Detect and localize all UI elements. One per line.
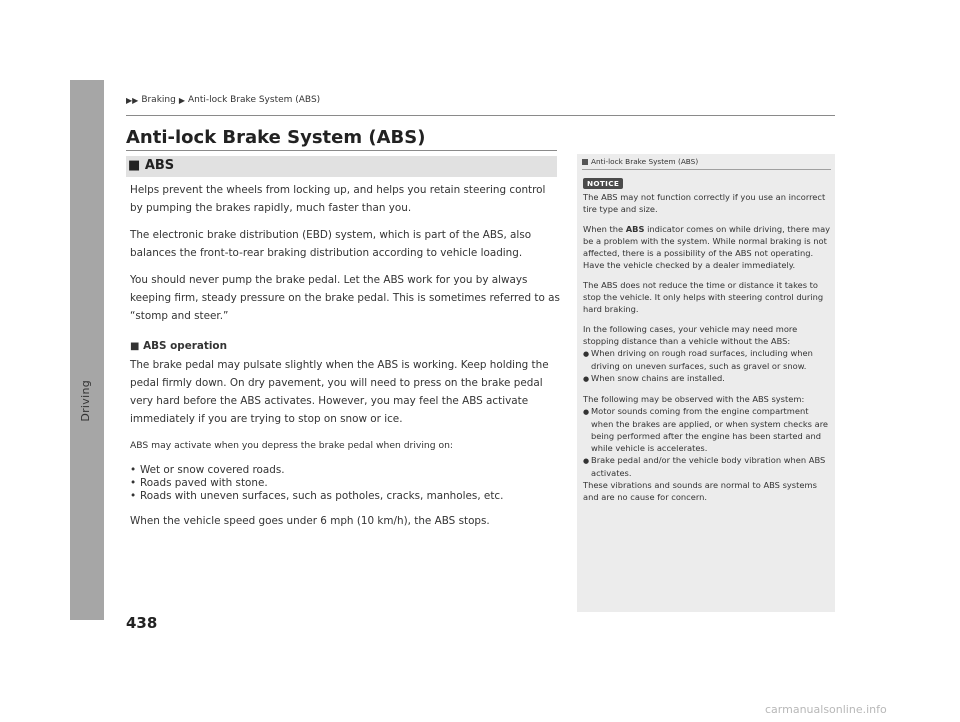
sidebar-paragraph: The ABS does not reduce the time or distance it takes to stop the vehicle. It only helps with steering control during hard braking. xyxy=(583,280,824,314)
sidebar-text: When the xyxy=(583,224,626,234)
paragraph: The brake pedal may pulsate slightly when the ABS is working. Keep holding the pedal firmly down. On dry pavement, you will need to press on the brake pedal very hard before the ABS activates. However, you may feel the ABS activate immediately if you are trying to stop on snow or ice. xyxy=(130,359,549,425)
square-bullet-icon: ■ xyxy=(130,341,140,352)
bullet-intro: ABS may activate when you depress the brake pedal when driving on: xyxy=(130,440,453,451)
chapter-label: Driving xyxy=(79,380,92,422)
breadcrumb-arrow-icon: ▶ xyxy=(178,95,185,105)
list-item: ● Motor sounds coming from the engine compartment when the brakes are applied, or when system checks are being performed after the engine has been started and while vehicle is accelerates. xyxy=(583,405,831,454)
sidebar-paragraph: The following may be observed with the ABS system: xyxy=(583,394,805,404)
watermark: carmanualsonline.info xyxy=(765,703,887,716)
list-item: • Wet or snow covered roads. xyxy=(130,464,560,477)
stopping-distance-list xyxy=(583,347,831,385)
list-item: • Roads paved with stone. xyxy=(130,477,560,490)
paragraph: Helps prevent the wheels from locking up, and helps you retain steering control by pumping the brakes rapidly, much faster than you. xyxy=(130,184,546,214)
sidebar-paragraph: The ABS may not function correctly if you use an incorrect tire type and size. xyxy=(583,192,826,214)
section-heading xyxy=(128,158,174,173)
sidebar-body xyxy=(583,191,831,511)
breadcrumb xyxy=(126,95,320,105)
section-header-bar xyxy=(126,156,557,177)
sidebar-title-text: Anti-lock Brake System (ABS) xyxy=(591,157,699,166)
abs-indicator-label: ABS xyxy=(625,224,645,234)
main-content xyxy=(130,181,560,539)
sidebar-divider xyxy=(582,169,831,170)
page-title: Anti-lock Brake System (ABS) xyxy=(126,127,426,148)
chapter-side-tab xyxy=(70,80,104,620)
road-conditions-list xyxy=(130,464,560,503)
paragraph: You should never pump the brake pedal. Let the ABS work for you by always keeping firm, steady pressure on the brake pedal. This is sometimes referred to as “stomp and steer.” xyxy=(130,274,560,322)
subsection-heading-text: ABS operation xyxy=(143,340,227,352)
section-heading-text: ABS xyxy=(144,158,175,173)
list-item: ● When driving on rough road surfaces, including when driving on uneven surfaces, such as gravel or snow. xyxy=(583,347,831,372)
header-divider xyxy=(126,115,835,116)
page-number: 438 xyxy=(126,614,158,632)
breadcrumb-item-abs[interactable]: Anti-lock Brake System (ABS) xyxy=(188,95,321,105)
sidebar-title xyxy=(582,157,698,166)
notice-badge: NOTICE xyxy=(583,178,623,189)
subsection-heading xyxy=(130,337,560,356)
observations-list xyxy=(583,405,831,479)
square-bullet-icon: ■ xyxy=(128,158,141,173)
sidebar-paragraph: These vibrations and sounds are normal to ABS systems and are no cause for concern. xyxy=(583,480,817,502)
breadcrumb-item-braking[interactable]: Braking xyxy=(141,95,176,105)
list-item: ● When snow chains are installed. xyxy=(583,372,831,385)
breadcrumb-arrow-icon: ▶▶ xyxy=(126,95,139,105)
paragraph: When the vehicle speed goes under 6 mph (10 km/h), the ABS stops. xyxy=(130,515,490,527)
list-item: ● Brake pedal and/or the vehicle body vibration when ABS activates. xyxy=(583,454,831,479)
sidebar-paragraph xyxy=(583,223,831,271)
reference-icon xyxy=(582,159,588,165)
paragraph: The electronic brake distribution (EBD) system, which is part of the ABS, also balances the front-to-rear braking distribution according to vehicle loading. xyxy=(130,229,532,259)
title-divider xyxy=(126,150,557,151)
sidebar-paragraph: In the following cases, your vehicle may need more stopping distance than a vehicle without the ABS: xyxy=(583,324,798,346)
list-item: • Roads with uneven surfaces, such as potholes, cracks, manholes, etc. xyxy=(130,490,560,503)
sidebar-text: indicator comes on while driving, there may be a problem with the system. While normal braking is not affected, there is a possibility of the ABS not operating. Have the vehicle checked by a dealer immediately. xyxy=(583,224,831,270)
